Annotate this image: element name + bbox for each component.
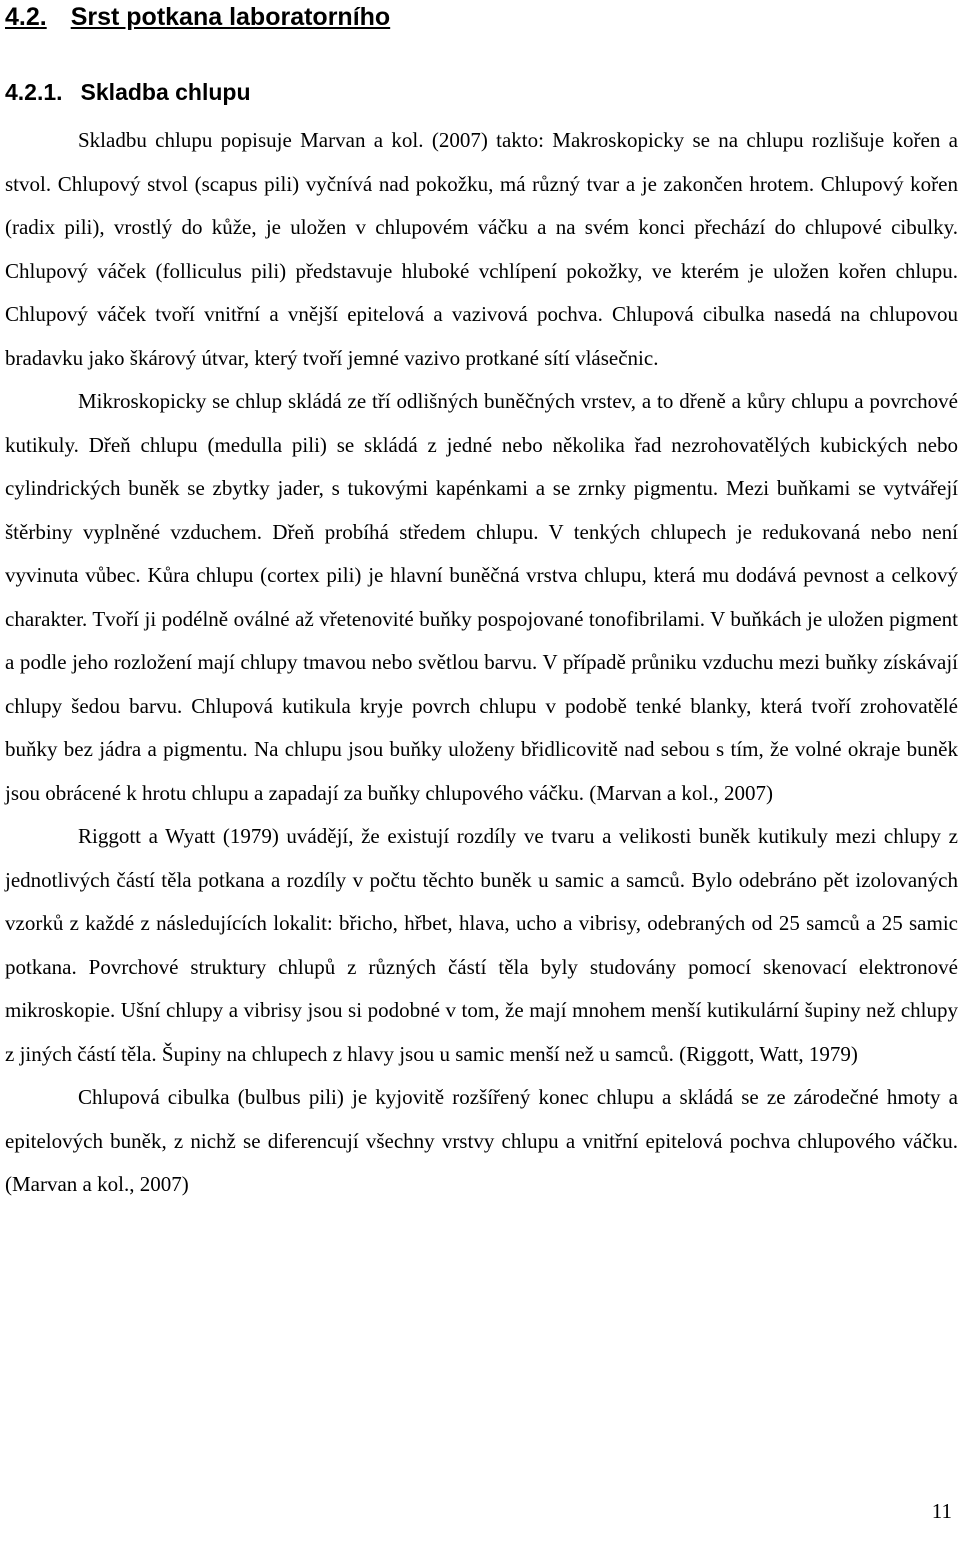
subsection-title: Skladba chlupu (80, 79, 251, 105)
paragraph-hair-bulb: Chlupová cibulka (bulbus pili) je kyjovitě rozšířený konec chlupu a skládá se ze zárodečné hmoty a epitelových buněk, z nichž se diferencují všechny vrstvy chlupu a vnitřní epitelová pochva chlupového váčku. (Marvan a kol., 2007) (5, 1085, 958, 1196)
section-number: 4.2. (5, 3, 47, 31)
section-title: Srst potkana laboratorního (70, 3, 391, 31)
body-text (5, 119, 958, 1207)
paragraph-cuticle-differences: Riggott a Wyatt (1979) uvádějí, že existují rozdíly ve tvaru a velikosti buněk kutikuly mezi chlupy z jednotlivých částí těla potkana a rozdíly v počtu těchto buněk u samic a samců. Bylo odebráno pět izolovaných vzorků z každé z následujících lokalit: břicho, hřbet, hlava, ucho a vibrisy, odebraných od 25 samců a 25 samic potkana. Povrchové struktury chlupů z různých částí těla byly studovány pomocí skenovací elektronové mikroskopie. Ušní chlupy a vibrisy jsou si podobné v tom, že mají mnohem menší kutikulární šupiny než chlupy z jiných částí těla. Šupiny na chlupech z hlavy jsou u samic menší než u samců. (Riggott, Watt, 1979) (5, 824, 958, 1066)
section-heading (5, 2, 958, 32)
page-number: 11 (931, 1499, 952, 1523)
paragraph-microscopic-layers: Mikroskopicky se chlup skládá ze tří odlišných buněčných vrstev, a to dřeně a kůry chlupu a povrchové kutikuly. Dřeň chlupu (medulla pili) se skládá z jedné nebo několika řad nezrohovatělých kubických nebo cylindrických buněk se zbytky jader, s tukovými kapénkami a se zrnky pigmentu. Mezi buňkami se vytvářejí štěrbiny vyplněné vzduchem. Dřeň probíhá středem chlupu. V tenkých chlupech je redukovaná nebo není vyvinuta vůbec. Kůra chlupu (cortex pili) je hlavní buněčná vrstva chlupu, která mu dodává pevnost a celkový charakter. Tvoří ji podélně oválné až vřetenovité buňky pospojované tonofibrilami. V buňkách je uložen pigment a podle jeho rozložení mají chlupy tmavou nebo světlou barvu. V případě průniku vzduchu mezi buňky získávají chlupy šedou barvu. Chlupová kutikula kryje povrch chlupu v podobě tenké blanky, která tvoří zrohovatělé buňky bez jádra a pigmentu. Na chlupu jsou buňky uloženy břidlicovitě nad sebou s tím, že volné okraje buněk jsou obrácené k hrotu chlupu a zapadají za buňky chlupového váčku. (Marvan a kol., 2007) (5, 389, 958, 805)
document-page (5, 0, 958, 1207)
paragraph-hair-structure: Skladbu chlupu popisuje Marvan a kol. (2007) takto: Makroskopicky se na chlupu rozlišuje kořen a stvol. Chlupový stvol (scapus pili) vyčnívá nad pokožku, má různý tvar a je zakončen hrotem. Chlupový kořen (radix pili), vrostlý do kůže, je uložen v chlupovém váčku a na svém konci přechází do chlupové cibulky. Chlupový váček (folliculus pili) představuje hluboké vchlípení pokožky, ve kterém je uložen kořen chlupu. Chlupový váček tvoří vnitřní a vnější epitelová a vazivová pochva. Chlupová cibulka nasedá na chlupovou bradavku jako škárový útvar, který tvoří jemné vazivo protkané sítí vlásečnic. (5, 128, 958, 370)
subsection-number: 4.2.1. (5, 79, 63, 105)
subsection-heading (5, 77, 958, 107)
